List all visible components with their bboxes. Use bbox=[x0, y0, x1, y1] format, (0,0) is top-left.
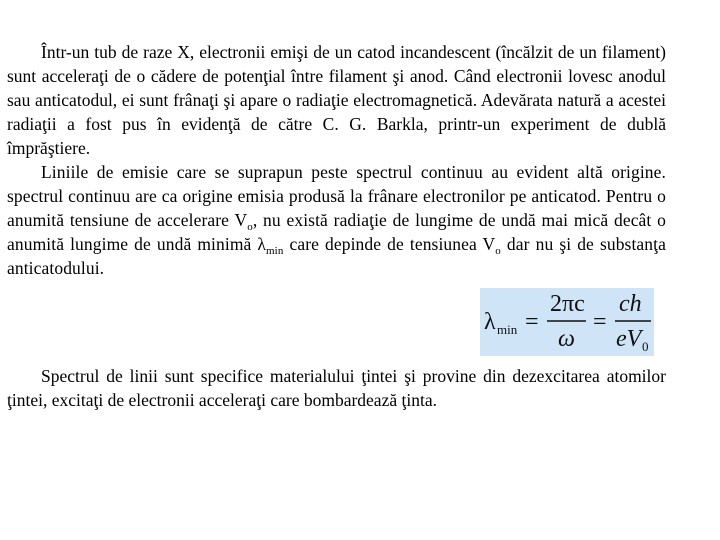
lambda-min-subscript: min bbox=[266, 245, 284, 257]
paragraph-emission-lines bbox=[7, 160, 666, 280]
formula-lambda: λ bbox=[484, 309, 496, 335]
paragraph-emission-lines-text-b: , nu există radiaţie de lungime de undă mai mică decât o anumită lungime de undă minimă λ bbox=[7, 210, 666, 254]
formula-denominator-2: eV bbox=[616, 326, 642, 352]
formula-denominator-2-sub: 0 bbox=[642, 339, 649, 354]
formula-equals-1: = bbox=[525, 309, 539, 335]
voltage-subscript-2: o bbox=[495, 245, 501, 257]
voltage-subscript: o bbox=[247, 221, 253, 233]
paragraph-emission-lines-text-c: care depinde de tensiunea V bbox=[283, 234, 496, 254]
formula-graphic bbox=[480, 288, 654, 356]
paragraph-xray-tube bbox=[7, 40, 666, 160]
formula-numerator-1: 2πc bbox=[550, 291, 585, 317]
formula-denominator-1: ω bbox=[558, 326, 575, 352]
formula-lambda-sub: min bbox=[497, 322, 518, 337]
paragraph-line-spectrum bbox=[7, 364, 666, 412]
paragraph-line-spectrum-text: Spectrul de linii sunt specifice materialului ţintei şi provine din dezexcitarea atomilor ţintei, excitaţi de electronii acceleraţi care bombardează ţinta. bbox=[7, 366, 666, 410]
paragraph-xray-tube-text: Într-un tub de raze X, electronii emişi de un catod incandescent (încălzit de un filament) sunt acceleraţi de o cădere de potenţial între filament şi anod. Când electronii lovesc anodul sau anticatodul, ei sunt frânaţi şi apare o radiaţie electromagnetică. Adevărata natură a acestei radiaţii a fost pus în evidenţă de către C. G. Barkla, printr-un experiment de dublă împrăştiere. bbox=[7, 42, 666, 158]
formula-numerator-2: ch bbox=[619, 291, 642, 317]
lambda-min-formula bbox=[480, 288, 654, 356]
paragraph-emission-lines-text-a: Liniile de emisie care se suprapun peste spectrul continuu au evident altă origine. spectrul continuu are ca origine emisia produsă la frânare electronilor pe anticatod. Pentru o anumită tensiune de accelerare V bbox=[7, 162, 666, 230]
paragraph-emission-lines-text-d: dar nu şi de substanţa anticatodului. bbox=[7, 234, 666, 278]
formula-equals-2: = bbox=[593, 309, 607, 335]
